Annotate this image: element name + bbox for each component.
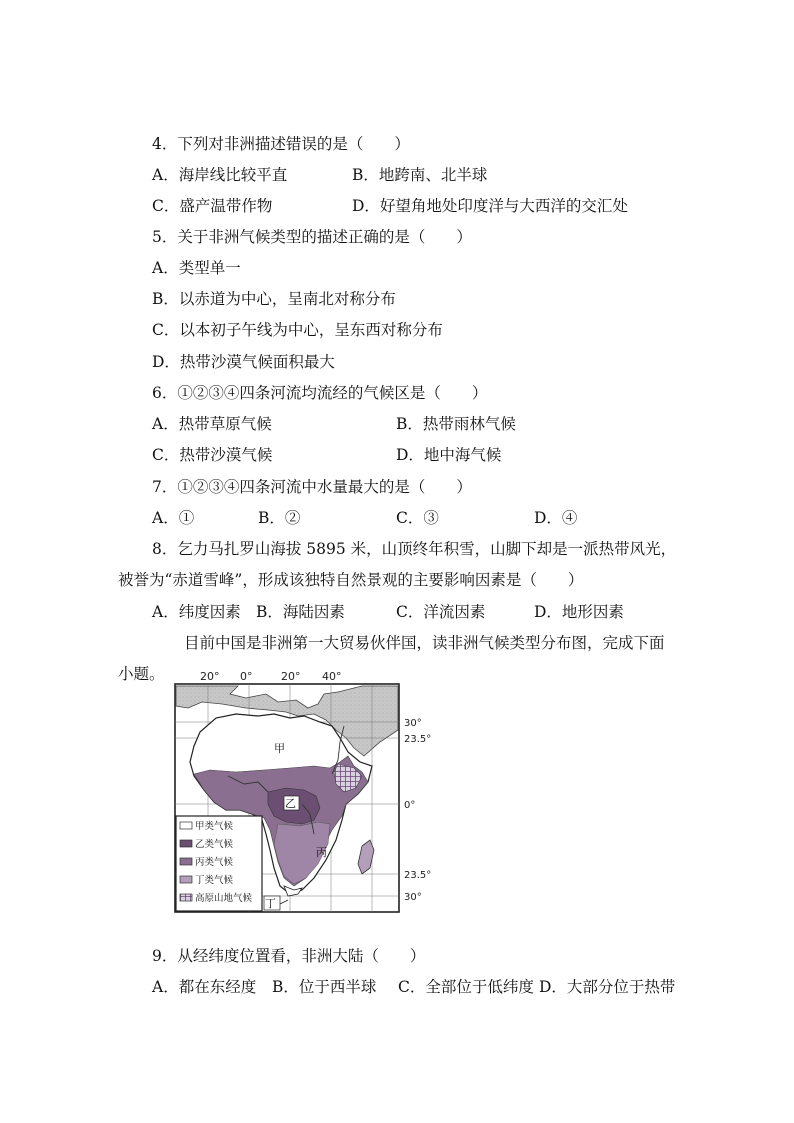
q7-option-d: D．④ [534,509,578,527]
q4-option-c: C．盛产温带作物 [152,197,273,215]
q4-option-d: D．好望角地处印度洋与大西洋的交汇处 [352,197,628,215]
lon-label-0: 0° [240,670,253,683]
q4-stem: 4．下列对非洲描述错误的是（ ） [152,135,410,153]
q6-stem: 6．①②③④四条河流均流经的气候区是（ ） [152,384,488,402]
q8-stem-line2: 被誉为“赤道雪峰”，形成该独特自然景观的主要影响因素是（ ） [118,571,584,589]
q7-option-c: C．③ [396,509,439,527]
legend-swatch-plateau [180,894,192,901]
intro-line1: 目前中国是非洲第一大贸易伙伴国，读非洲气候类型分布图，完成下面 [184,634,665,652]
q7-option-b: B．② [258,509,301,527]
legend-swatch-yi [180,840,192,847]
q8-stem-line1: 8．乞力马扎罗山海拔 5895 米，山顶终年积雪，山脚下却是一派热带风光， [152,540,677,558]
q9-option-d: D．大部分位于热带 [539,978,676,996]
legend-bing: 丙类气候 [195,857,234,868]
label-jia: 甲 [274,742,285,755]
lat-label-30s: 30° [404,892,422,903]
q5-stem: 5．关于非洲气候类型的描述正确的是（ ） [152,228,472,246]
lat-label-23n: 23.5° [404,734,432,745]
q9-option-b: B．位于西半球 [272,978,377,996]
q8-option-b: B．海陆因素 [256,603,345,621]
legend-jia: 甲类气候 [195,821,234,832]
q5-option-b: B．以赤道为中心，呈南北对称分布 [152,290,396,308]
legend-swatch-jia [180,822,192,829]
label-yi: 乙 [285,797,296,810]
label-ding: 丁 [265,897,276,910]
q8-option-d: D．地形因素 [534,603,624,621]
q5-option-a: A．类型单一 [152,259,241,277]
q4-option-b: B．地跨南、北半球 [352,166,488,184]
q9-option-c: C．全部位于低纬度 [398,978,534,996]
legend-plateau: 高原山地气候 [195,893,253,904]
q5-option-d: D．热带沙漠气候面积最大 [152,353,335,371]
q7-stem: 7．①②③④四条河流中水量最大的是（ ） [152,478,472,496]
legend-yi: 乙类气候 [195,839,234,850]
q8-option-a: A．纬度因素 [152,603,241,621]
q7-option-a: A．① [152,509,195,527]
lat-label-0: 0° [404,800,416,811]
intro-line2: 小题。 [118,665,165,683]
africa-climate-map [118,664,438,916]
africa-climate-map-svg [118,664,438,916]
lat-label-23s: 23.5° [404,870,432,881]
legend-swatch-bing [180,858,192,865]
q6-option-b: B．热带雨林气候 [396,415,516,433]
map-legend [176,816,262,911]
label-bing: 丙 [316,846,327,859]
q9-option-a: A．都在东经度 [152,978,257,996]
lon-label-40e: 40° [322,670,342,683]
q6-option-a: A．热带草原气候 [152,415,272,433]
lon-label-20w: 20° [200,670,220,683]
q6-option-c: C．热带沙漠气候 [152,446,273,464]
legend-ding: 丁类气候 [195,875,234,886]
q5-option-c: C．以本初子午线为中心，呈东西对称分布 [152,321,443,339]
legend-swatch-ding [180,876,192,883]
q6-option-d: D．地中海气候 [396,446,502,464]
lon-label-20e: 20° [281,670,301,683]
q4-option-a: A．海岸线比较平直 [152,166,288,184]
lat-label-30n: 30° [404,718,422,729]
q9-stem: 9．从经纬度位置看，非洲大陆（ ） [152,947,426,965]
q8-option-c: C．洋流因素 [396,603,486,621]
